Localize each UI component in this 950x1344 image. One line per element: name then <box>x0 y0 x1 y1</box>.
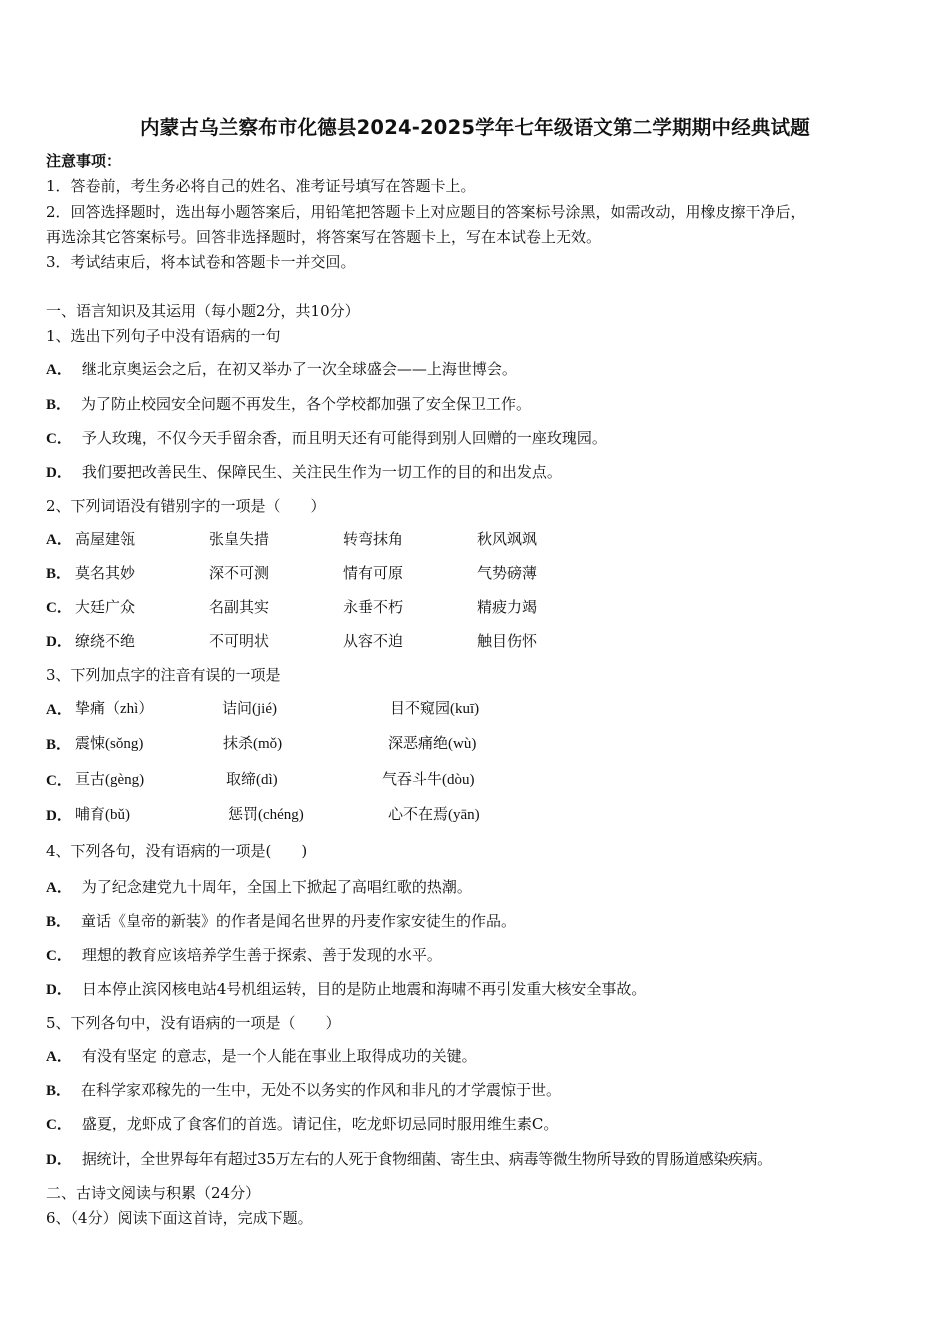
q4-option-a <box>46 877 472 898</box>
q5-option-a <box>46 1046 477 1067</box>
q4-option-b <box>46 911 516 932</box>
option-letter: C． <box>46 431 72 447</box>
q2-a-word-3: 转弯抹角 <box>343 530 404 548</box>
q3-b-item-1: 震悚(sǒng) <box>75 736 144 752</box>
q2-d-word-2: 不可明状 <box>209 632 270 650</box>
option-letter: A． <box>46 1049 72 1065</box>
option-letter: D． <box>46 634 72 650</box>
q5-option-b <box>46 1080 561 1101</box>
q1-option-a <box>46 359 517 380</box>
q1-option-b <box>46 394 531 415</box>
q3-a-item-2: 诘问(jié) <box>222 701 277 717</box>
question-3-stem: 3、下列加点字的注音有误的一项是 <box>46 666 281 684</box>
q2-a-word-2: 张皇失措 <box>209 530 270 548</box>
q3-a-item-3: 目不窥园(kuī) <box>390 701 480 717</box>
q3-d-item-2: 惩罚(chéng) <box>228 807 304 823</box>
q4-option-c <box>46 945 442 966</box>
q2-d-word-1: 缭绕不绝 <box>75 632 136 650</box>
option-letter: B． <box>46 737 72 753</box>
q2-b-word-3: 情有可原 <box>343 564 404 582</box>
q2-c-word-4: 精疲力竭 <box>477 598 538 616</box>
option-text: 据统计，全世界每年有超过35万左右的人死于食物细菌、寄生虫、病毒等微生物所导致的胃肠道感染疾病。 <box>81 1150 772 1168</box>
section-1-heading: 一、语言知识及其运用（每小题2分，共10分） <box>46 302 360 320</box>
q2-c-word-2: 名副其实 <box>209 598 270 616</box>
option-text: 继北京奥运会之后，在初又举办了一次全球盛会——上海世博会。 <box>81 360 517 378</box>
notice-item-2a: 2．回答选择题时，选出每小题答案后，用铅笔把答题卡上对应题目的答案标号涂黑，如需改动，用橡皮擦干净后， <box>46 203 806 221</box>
option-text: 童话《皇帝的新装》的作者是闻名世界的丹麦作家安徒生的作品。 <box>81 912 517 930</box>
notice-heading: 注意事项： <box>46 152 122 170</box>
question-6-stem: 6、（4分）阅读下面这首诗，完成下题。 <box>46 1209 313 1227</box>
notice-item-3: 3．考试结束后，将本试卷和答题卡一并交回。 <box>46 253 356 271</box>
q5-option-d <box>46 1149 772 1170</box>
option-letter: C． <box>46 948 72 964</box>
option-letter: B． <box>46 914 72 930</box>
question-5-stem: 5、下列各句中，没有语病的一项是（ ） <box>46 1014 341 1032</box>
q3-b-item-2: 抹杀(mǒ) <box>223 736 283 752</box>
option-letter: C． <box>46 773 72 789</box>
option-letter: D． <box>46 982 72 998</box>
option-text: 在科学家邓稼先的一生中，无处不以务实的作风和非凡的才学震惊于世。 <box>81 1081 562 1099</box>
q1-option-d <box>46 462 562 483</box>
q2-b-word-1: 莫名其妙 <box>75 564 136 582</box>
option-text: 予人玫瑰，不仅今天手留余香，而且明天还有可能得到别人回赠的一座玫瑰园。 <box>81 429 607 447</box>
option-letter: C． <box>46 600 72 616</box>
q3-c-item-1: 亘古(gèng) <box>75 772 145 788</box>
q3-b-item-3: 深恶痛绝(wù) <box>388 736 477 752</box>
option-letter: C． <box>46 1117 72 1133</box>
q3-a-item-1: 挚痛（zhì） <box>75 701 154 717</box>
q3-d-item-3: 心不在焉(yān) <box>388 807 480 823</box>
q4-option-d <box>46 979 646 1000</box>
option-text: 盛夏，龙虾成了食客们的首选。请记住，吃龙虾切忌同时服用维生素C。 <box>81 1115 559 1133</box>
option-text: 日本停止滨冈核电站4号机组运转，目的是防止地震和海啸不再引发重大核安全事故。 <box>81 980 647 998</box>
option-letter: D． <box>46 465 72 481</box>
option-letter: A． <box>46 532 72 548</box>
option-letter: B． <box>46 397 72 413</box>
option-text: 理想的教育应该培养学生善于探索、善于发现的水平。 <box>81 946 442 964</box>
q5-option-c <box>46 1114 558 1135</box>
exam-title: 内蒙古乌兰察布市化德县2024-2025学年七年级语文第二学期期中经典试题 <box>139 116 811 139</box>
q2-c-word-1: 大廷广众 <box>75 598 136 616</box>
notice-item-1: 1．答卷前，考生务必将自己的姓名、准考证号填写在答题卡上。 <box>46 177 476 195</box>
q2-d-word-3: 从容不迫 <box>343 632 404 650</box>
option-text: 我们要把改善民生、保障民生、关注民生作为一切工作的目的和出发点。 <box>81 463 562 481</box>
question-1-stem: 1、选出下列句子中没有语病的一句 <box>46 327 281 345</box>
option-letter: D． <box>46 808 72 824</box>
q3-c-item-3: 气吞斗牛(dòu) <box>382 772 475 788</box>
option-letter: B． <box>46 566 72 582</box>
notice-item-2b: 再选涂其它答案标号。回答非选择题时，将答案写在答题卡上，写在本试卷上无效。 <box>46 228 602 246</box>
q3-d-item-1: 哺育(bǔ) <box>75 807 130 823</box>
q3-c-item-2: 取缔(dì) <box>226 772 278 788</box>
question-2-stem: 2、下列词语没有错别字的一项是（ ） <box>46 497 326 515</box>
question-4-stem: 4、下列各句，没有语病的一项是( ) <box>46 842 308 860</box>
option-letter: B． <box>46 1083 72 1099</box>
option-text: 为了防止校园安全问题不再发生，各个学校都加强了安全保卫工作。 <box>81 395 532 413</box>
option-letter: D． <box>46 1152 72 1168</box>
option-text: 为了纪念建党九十周年，全国上下掀起了高唱红歌的热潮。 <box>81 878 472 896</box>
q2-b-word-4: 气势磅薄 <box>477 564 538 582</box>
q2-a-word-1: 高屋建瓴 <box>75 530 136 548</box>
q2-a-word-4: 秋风飒飒 <box>477 530 538 548</box>
q2-b-word-2: 深不可测 <box>209 564 270 582</box>
option-letter: A． <box>46 880 72 896</box>
option-letter: A． <box>46 702 72 718</box>
section-2-heading: 二、古诗文阅读与积累（24分） <box>46 1184 261 1202</box>
q1-option-c <box>46 428 607 449</box>
q2-d-word-4: 触目伤怀 <box>477 632 538 650</box>
option-text: 有没有坚定 的意志，是一个人能在事业上取得成功的关键。 <box>81 1047 477 1065</box>
q2-c-word-3: 永垂不朽 <box>343 598 404 616</box>
option-letter: A． <box>46 362 72 378</box>
